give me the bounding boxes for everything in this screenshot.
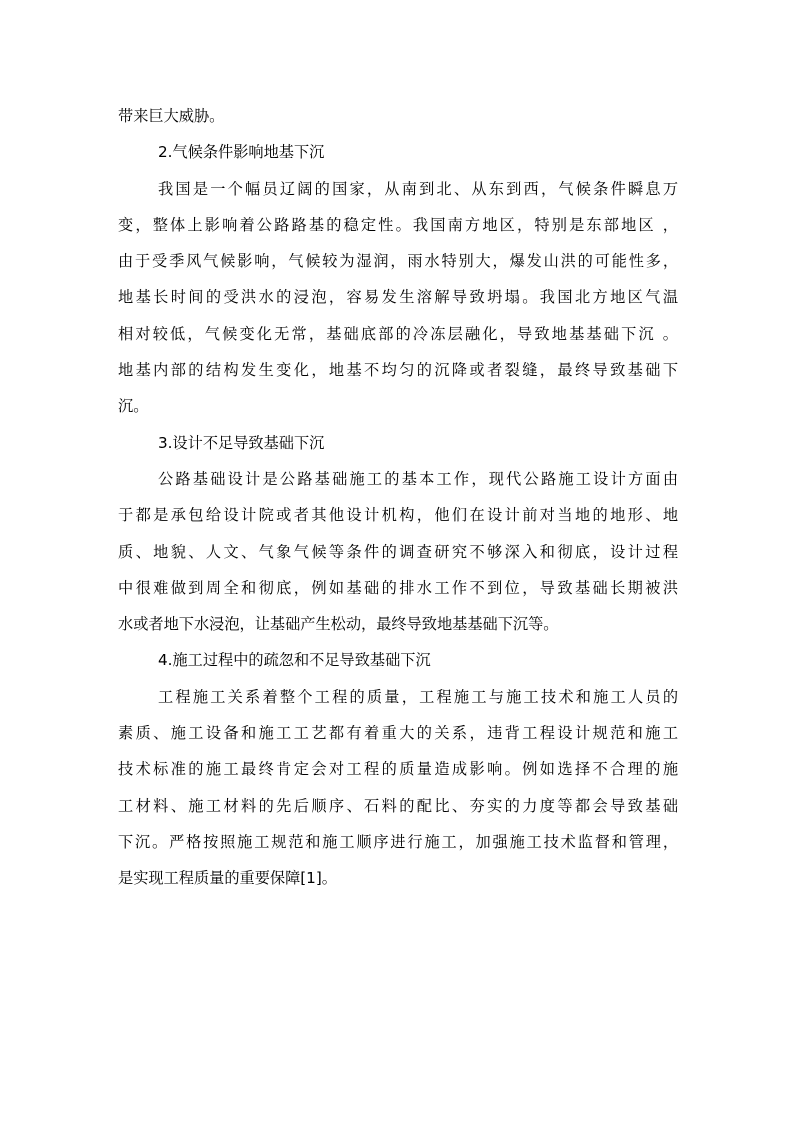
paragraph-line: 于都是承包给设计院或者其他设计机构，他们在设计前对当地的地形、地: [118, 506, 678, 525]
section-heading: 3.设计不足导致基础下沉: [158, 433, 325, 452]
paragraph-line: 带来巨大威胁。: [118, 107, 225, 125]
section-heading: 2.气候条件影响地基下沉: [158, 143, 325, 162]
paragraph-line: 技术标准的施工最终肯定会对工程的质量造成影响。例如选择不合理的施: [118, 760, 678, 779]
paragraph-line: 沉。: [118, 397, 149, 416]
paragraph-line: 工程施工关系着整个工程的质量，工程施工与施工技术和施工人员的: [158, 687, 678, 706]
paragraph-line: 公路基础设计是公路基础施工的基本工作，现代公路施工设计方面由: [158, 469, 678, 488]
paragraph-line: 是实现工程质量的重要保障[1]。: [118, 869, 337, 888]
paragraph-line: 地基长时间的受洪水的浸泡，容易发生溶解导致坍塌。我国北方地区气温: [118, 288, 678, 307]
paragraph-line: 素质、施工设备和施工工艺都有着重大的关系，违背工程设计规范和施工: [118, 724, 678, 743]
paragraph-line: 由于受季风气候影响，气候较为湿润，雨水特别大，爆发山洪的可能性多，: [118, 252, 678, 271]
paragraph-line: 地基内部的结构发生变化，地基不均匀的沉降或者裂缝，最终导致基础下: [118, 361, 678, 380]
section-heading: 4.施工过程中的疏忽和不足导致基础下沉: [158, 651, 431, 670]
paragraph-line: 工材料、施工材料的先后顺序、石料的配比、夯实的力度等都会导致基础: [118, 796, 678, 815]
paragraph-line: 下沉。严格按照施工规范和施工顺序进行施工，加强施工技术监督和管理，: [118, 832, 678, 851]
paragraph-line: 中很难做到周全和彻底，例如基础的排水工作不到位，导致基础长期被洪: [118, 578, 678, 597]
paragraph-line: 变，整体上影响着公路路基的稳定性。我国南方地区，特别是东部地区 ，: [118, 215, 678, 234]
paragraph-line: 水或者地下水浸泡，让基础产生松动，最终导致地基基础下沉等。: [118, 615, 559, 634]
paragraph-line: 质、地貌、人文、气象气候等条件的调查研究不够深入和彻底，设计过程: [118, 542, 678, 561]
paragraph-line: 我国是一个幅员辽阔的国家，从南到北、从东到西，气候条件瞬息万: [158, 179, 678, 198]
paragraph-line: 相对较低，气候变化无常，基础底部的冷冻层融化，导致地基基础下沉 。: [118, 324, 678, 343]
document-body: [118, 98, 678, 897]
